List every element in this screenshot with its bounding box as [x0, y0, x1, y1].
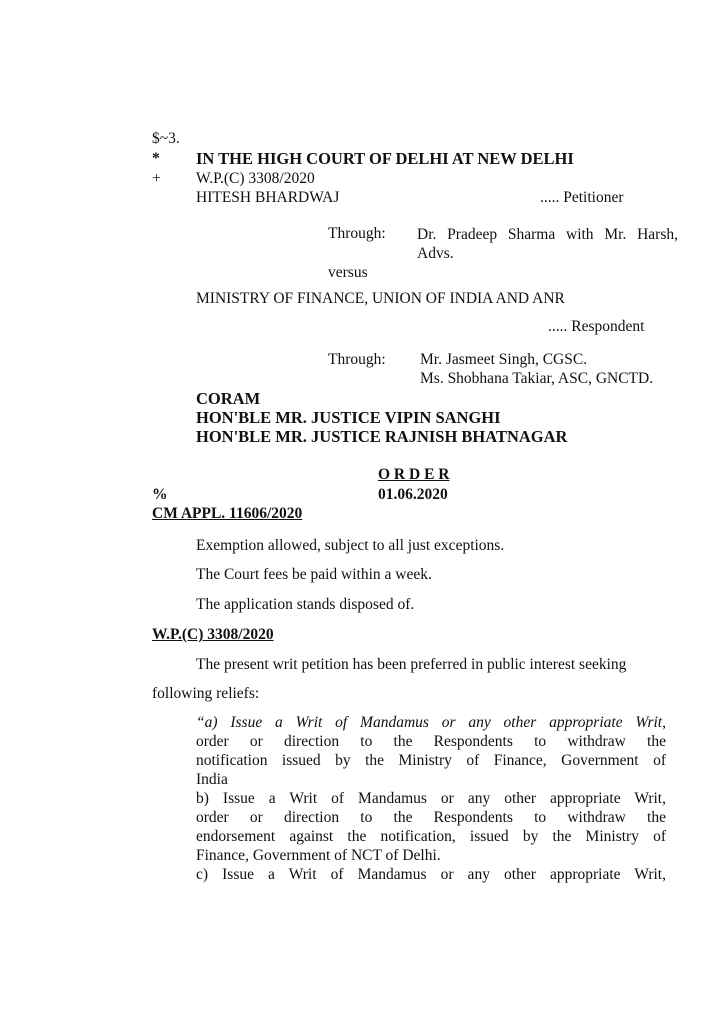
coram-label: CORAM — [196, 389, 261, 408]
relief-a-line: notification issued by the Ministry of Finance, Government of — [196, 752, 666, 769]
plus-marker: + — [152, 170, 161, 187]
order-date: 01.06.2020 — [378, 486, 448, 503]
petitioner-name: HITESH BHARDWAJ — [196, 189, 340, 206]
respondent-counsel-line: Mr. Jasmeet Singh, CGSC. — [420, 351, 588, 368]
wp-heading: W.P.(C) 3308/2020 — [152, 626, 274, 643]
relief-b-line: Finance, Government of NCT of Delhi. — [196, 847, 441, 864]
through-label: Through: — [328, 351, 386, 368]
relief-b-line: endorsement against the notification, issued by the Ministry of — [196, 828, 666, 845]
percent-marker: % — [152, 486, 168, 503]
star-marker: * — [152, 150, 160, 167]
relief-c-line: c) Issue a Writ of Mandamus or any other appropriate Writ, — [196, 866, 666, 883]
versus-label: versus — [328, 264, 368, 281]
respondent-counsel-line: Ms. Shobhana Takiar, ASC, GNCTD. — [420, 370, 654, 387]
order-line: Exemption allowed, subject to all just exceptions. — [196, 537, 505, 554]
judge-name: HON'BLE MR. JUSTICE VIPIN SANGHI — [196, 408, 501, 427]
cm-appl-heading: CM APPL. 11606/2020 — [152, 505, 303, 522]
relief-a-line: India — [196, 771, 228, 788]
petitioner-counsel — [417, 225, 678, 263]
paragraph-line: The present writ petition has been preferred in public interest seeking — [196, 656, 627, 673]
petitioner-counsel-line: Dr. Pradeep Sharma with Mr. Harsh, — [417, 226, 678, 243]
judge-name: HON'BLE MR. JUSTICE RAJNISH BHATNAGAR — [196, 427, 568, 446]
petitioner-role: ..... Petitioner — [540, 189, 624, 206]
reliefs-block — [196, 713, 666, 884]
relief-b-line: order or direction to the Respondents to withdraw the — [196, 809, 666, 826]
order-line: The application stands disposed of. — [196, 596, 415, 613]
paragraph-line: following reliefs: — [152, 685, 260, 702]
relief-a-line: “a) Issue a Writ of Mandamus or any other appropriate Writ, — [196, 714, 666, 731]
respondent-role: ..... Respondent — [548, 318, 645, 335]
case-number: W.P.(C) 3308/2020 — [196, 170, 315, 187]
relief-a-line: order or direction to the Respondents to withdraw the — [196, 733, 666, 750]
petitioner-counsel-line: Advs. — [417, 245, 454, 262]
order-title: O R D E R — [378, 466, 450, 483]
respondent-name: MINISTRY OF FINANCE, UNION OF INDIA AND ANR — [196, 290, 565, 307]
through-label: Through: — [328, 225, 386, 242]
relief-b-line: b) Issue a Writ of Mandamus or any other appropriate Writ, — [196, 790, 666, 807]
order-line: The Court fees be paid within a week. — [196, 566, 432, 583]
item-number: $~3. — [152, 130, 180, 147]
court-title: IN THE HIGH COURT OF DELHI AT NEW DELHI — [196, 149, 574, 168]
